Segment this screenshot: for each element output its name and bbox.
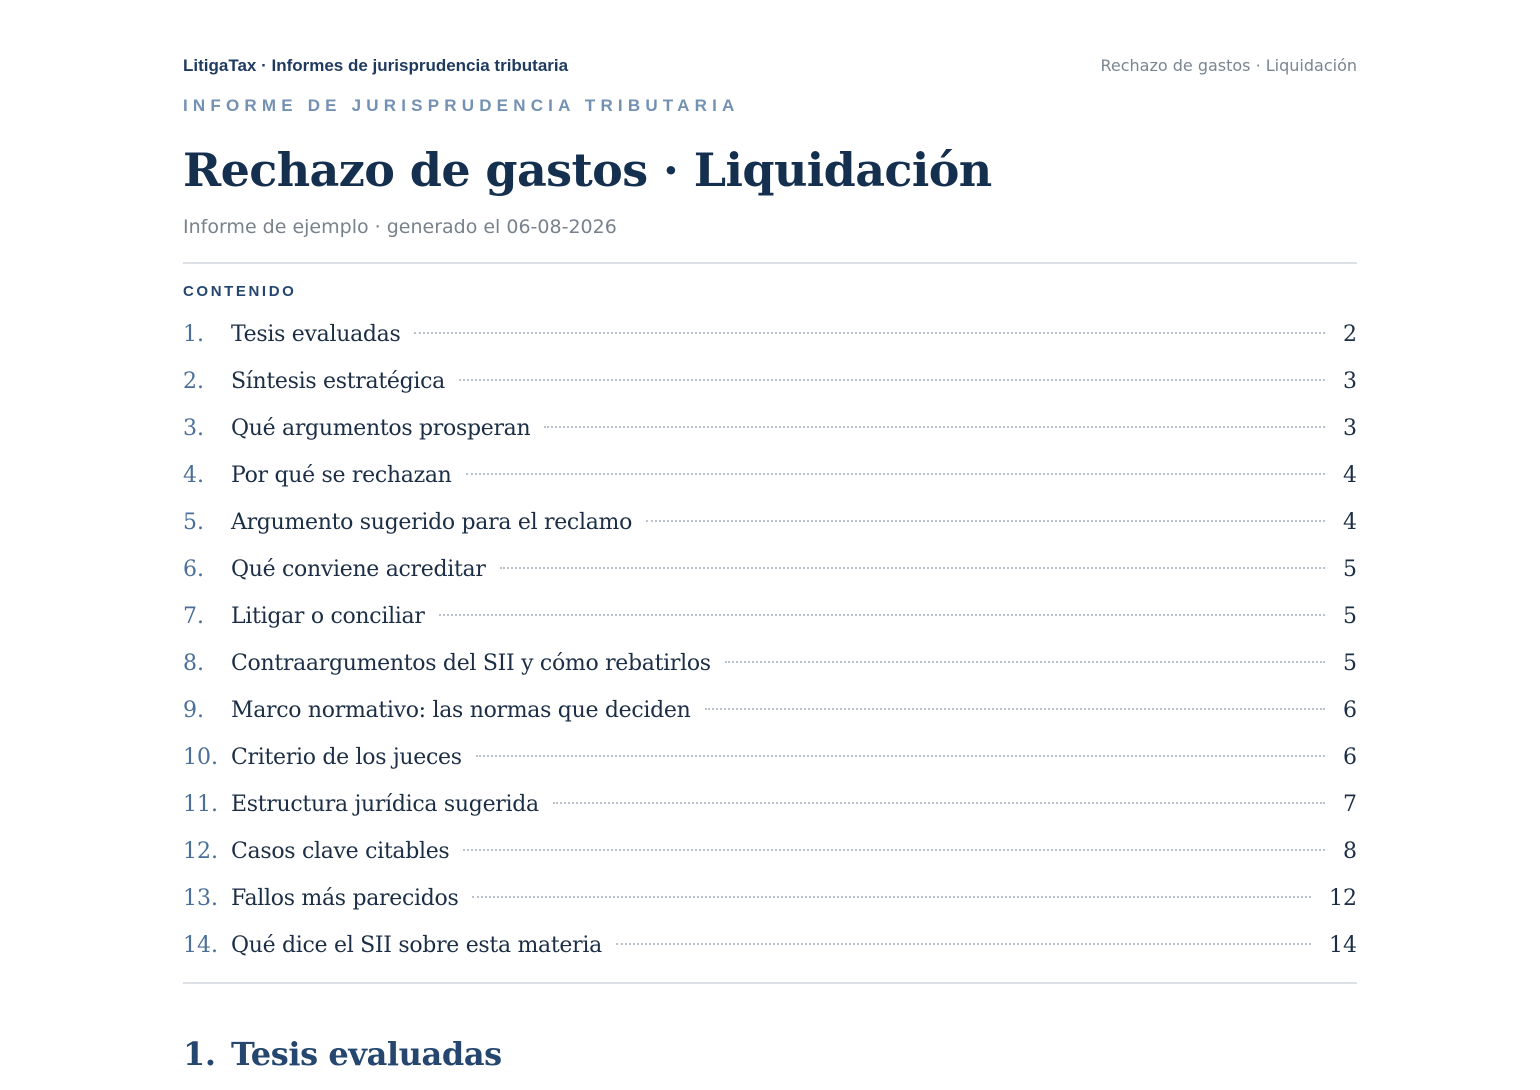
divider-bottom [183, 982, 1357, 984]
running-header [183, 56, 1357, 80]
report-kicker: INFORME DE JURISPRUDENCIA TRIBUTARIA [183, 96, 740, 115]
toc-item-title[interactable]: Estructura jurídica sugerida [231, 792, 539, 817]
toc-heading: CONTENIDO [183, 283, 297, 300]
toc-item-title[interactable]: Fallos más parecidos [231, 886, 459, 911]
page-subtitle: Informe de ejemplo · generado el 06-08-2026 [183, 216, 617, 238]
toc-item-page: 4 [1343, 510, 1357, 535]
toc-item[interactable] [183, 452, 1357, 499]
toc-item-title[interactable]: Qué conviene acreditar [231, 557, 486, 582]
toc-leader-dots [472, 894, 1311, 898]
toc-item-number: 10. [183, 745, 218, 770]
toc-item-title[interactable]: Por qué se rechazan [231, 463, 452, 488]
toc-item-title[interactable]: Criterio de los jueces [231, 745, 462, 770]
toc-leader-dots [459, 377, 1325, 381]
toc-item-page: 8 [1343, 839, 1357, 864]
toc-item-title[interactable]: Tesis evaluadas [231, 322, 401, 347]
toc-item-title[interactable]: Casos clave citables [231, 839, 450, 864]
toc-item-title[interactable]: Síntesis estratégica [231, 369, 445, 394]
toc-item-number: 6. [183, 557, 204, 582]
toc-item-title[interactable]: Argumento sugerido para el reclamo [231, 510, 633, 535]
toc-leader-dots [553, 800, 1325, 804]
toc-item-title[interactable]: Qué argumentos prosperan [231, 416, 531, 441]
toc-item-number: 5. [183, 510, 204, 535]
toc-leader-dots [466, 471, 1325, 475]
toc-item-number: 9. [183, 698, 204, 723]
toc-item-number: 13. [183, 886, 218, 911]
toc-leader-dots [476, 753, 1325, 757]
toc-item[interactable] [183, 405, 1357, 452]
toc-item-number: 1. [183, 322, 204, 347]
toc-leader-dots [616, 941, 1311, 945]
brand-label: LitigaTax · Informes de jurisprudencia tributaria [183, 56, 569, 75]
toc-item-title[interactable]: Litigar o conciliar [231, 604, 425, 629]
toc-item-number: 3. [183, 416, 204, 441]
toc-item-page: 3 [1343, 369, 1357, 394]
toc-item-page: 5 [1343, 604, 1357, 629]
toc-leader-dots [439, 612, 1325, 616]
toc-item-title[interactable]: Qué dice el SII sobre esta materia [231, 933, 602, 958]
toc-item-page: 6 [1343, 698, 1357, 723]
section-title: Tesis evaluadas [231, 1035, 502, 1073]
toc-item-number: 7. [183, 604, 204, 629]
toc-item-page: 3 [1343, 416, 1357, 441]
running-header-title: Rechazo de gastos · Liquidación [1100, 56, 1357, 75]
toc-leader-dots [500, 565, 1325, 569]
toc-item-title[interactable]: Marco normativo: las normas que deciden [231, 698, 691, 723]
page-title: Rechazo de gastos · Liquidación [183, 143, 992, 197]
toc-item[interactable] [183, 546, 1357, 593]
toc-leader-dots [544, 424, 1325, 428]
table-of-contents [183, 311, 1357, 969]
toc-item-title[interactable]: Contraargumentos del SII y cómo rebatirlos [231, 651, 711, 676]
toc-item-page: 4 [1343, 463, 1357, 488]
toc-leader-dots [725, 659, 1325, 663]
toc-leader-dots [646, 518, 1325, 522]
toc-item-page: 5 [1343, 557, 1357, 582]
toc-item-page: 7 [1343, 792, 1357, 817]
toc-item-number: 8. [183, 651, 204, 676]
report-page [183, 0, 1357, 1090]
toc-leader-dots [414, 330, 1325, 334]
toc-item-number: 12. [183, 839, 218, 864]
toc-item-number: 11. [183, 792, 218, 817]
toc-item-number: 2. [183, 369, 204, 394]
toc-item-page: 5 [1343, 651, 1357, 676]
toc-item[interactable] [183, 828, 1357, 875]
toc-item[interactable] [183, 875, 1357, 922]
toc-item-number: 14. [183, 933, 218, 958]
toc-item[interactable] [183, 593, 1357, 640]
divider-top [183, 262, 1357, 264]
toc-item[interactable] [183, 311, 1357, 358]
toc-item[interactable] [183, 734, 1357, 781]
toc-item[interactable] [183, 922, 1357, 969]
toc-item[interactable] [183, 687, 1357, 734]
toc-item[interactable] [183, 499, 1357, 546]
section-number: 1. [183, 1035, 216, 1073]
toc-item[interactable] [183, 781, 1357, 828]
toc-item[interactable] [183, 358, 1357, 405]
toc-item[interactable] [183, 640, 1357, 687]
toc-item-page: 14 [1329, 933, 1357, 958]
toc-leader-dots [705, 706, 1325, 710]
toc-item-page: 12 [1329, 886, 1357, 911]
toc-leader-dots [463, 847, 1325, 851]
section-heading [183, 1028, 502, 1080]
toc-item-page: 6 [1343, 745, 1357, 770]
toc-item-number: 4. [183, 463, 204, 488]
toc-item-page: 2 [1343, 322, 1357, 347]
